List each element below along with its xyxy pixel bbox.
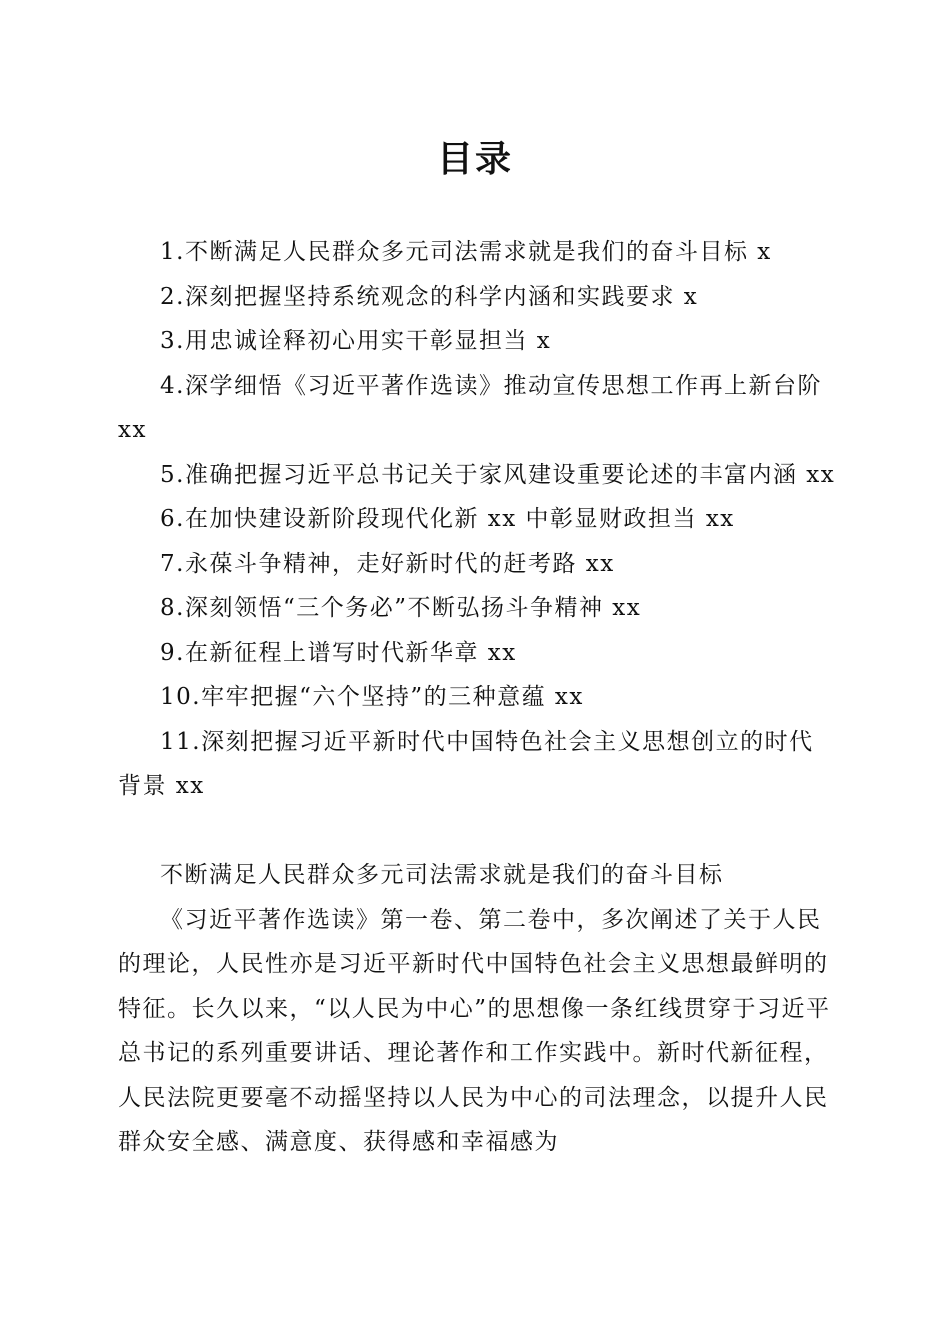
toc-item-8[interactable]: 8.深刻领悟“三个务必”不断弘扬斗争精神 xx xyxy=(160,595,642,621)
toc-item-6[interactable]: 6.在加快建设新阶段现代化新 xx 中彰显财政担当 xx xyxy=(160,506,735,532)
page-title: 目录 xyxy=(436,138,513,180)
article-heading: 不断满足人民群众多元司法需求就是我们的奋斗目标 xyxy=(160,862,724,888)
article-body xyxy=(118,853,838,1165)
toc-item-11[interactable]: 11.深刻把握习近平新时代中国特色社会主义思想创立的时代背景 xx xyxy=(118,728,814,799)
toc-item-5[interactable]: 5.准确把握习近平总书记关于家风建设重要论述的丰富内涵 xx xyxy=(160,461,836,488)
table-of-contents xyxy=(118,230,838,809)
toc-item-10[interactable]: 10.牢牢把握“六个坚持”的三种意蕴 xx xyxy=(160,684,584,710)
toc-item-2[interactable]: 2.深刻把握坚持系统观念的科学内涵和实践要求 x xyxy=(160,283,699,310)
toc-item-4[interactable]: 4.深学细悟《习近平著作选读》推动宣传思想工作再上新台阶 xx xyxy=(118,372,822,443)
toc-item-3[interactable]: 3.用忠诚诠释初心用实干彰显担当 x xyxy=(160,328,552,354)
toc-item-1[interactable]: 1.不断满足人民群众多元司法需求就是我们的奋斗目标 x xyxy=(160,239,772,265)
toc-item-9[interactable]: 9.在新征程上谱写时代新华章 xx xyxy=(160,639,517,666)
toc-item-7[interactable]: 7.永葆斗争精神，走好新时代的赶考路 xx xyxy=(160,550,615,577)
article-paragraph: 《习近平著作选读》第一卷、第二卷中，多次阐述了关于人民的理论，人民性亦是习近平新时代中国特色社会主义思想最鲜明的特征。长久以来，“以人民为中心”的思想像一条红线贯穿于习近平总书记的系列重要讲话、理论著作和工作实践中。新时代新征程，人民法院更要毫不动摇坚持以人民为中心的司法理念，以提升人民群众安全感、满意度、获得感和幸福感为 xyxy=(118,906,831,1155)
